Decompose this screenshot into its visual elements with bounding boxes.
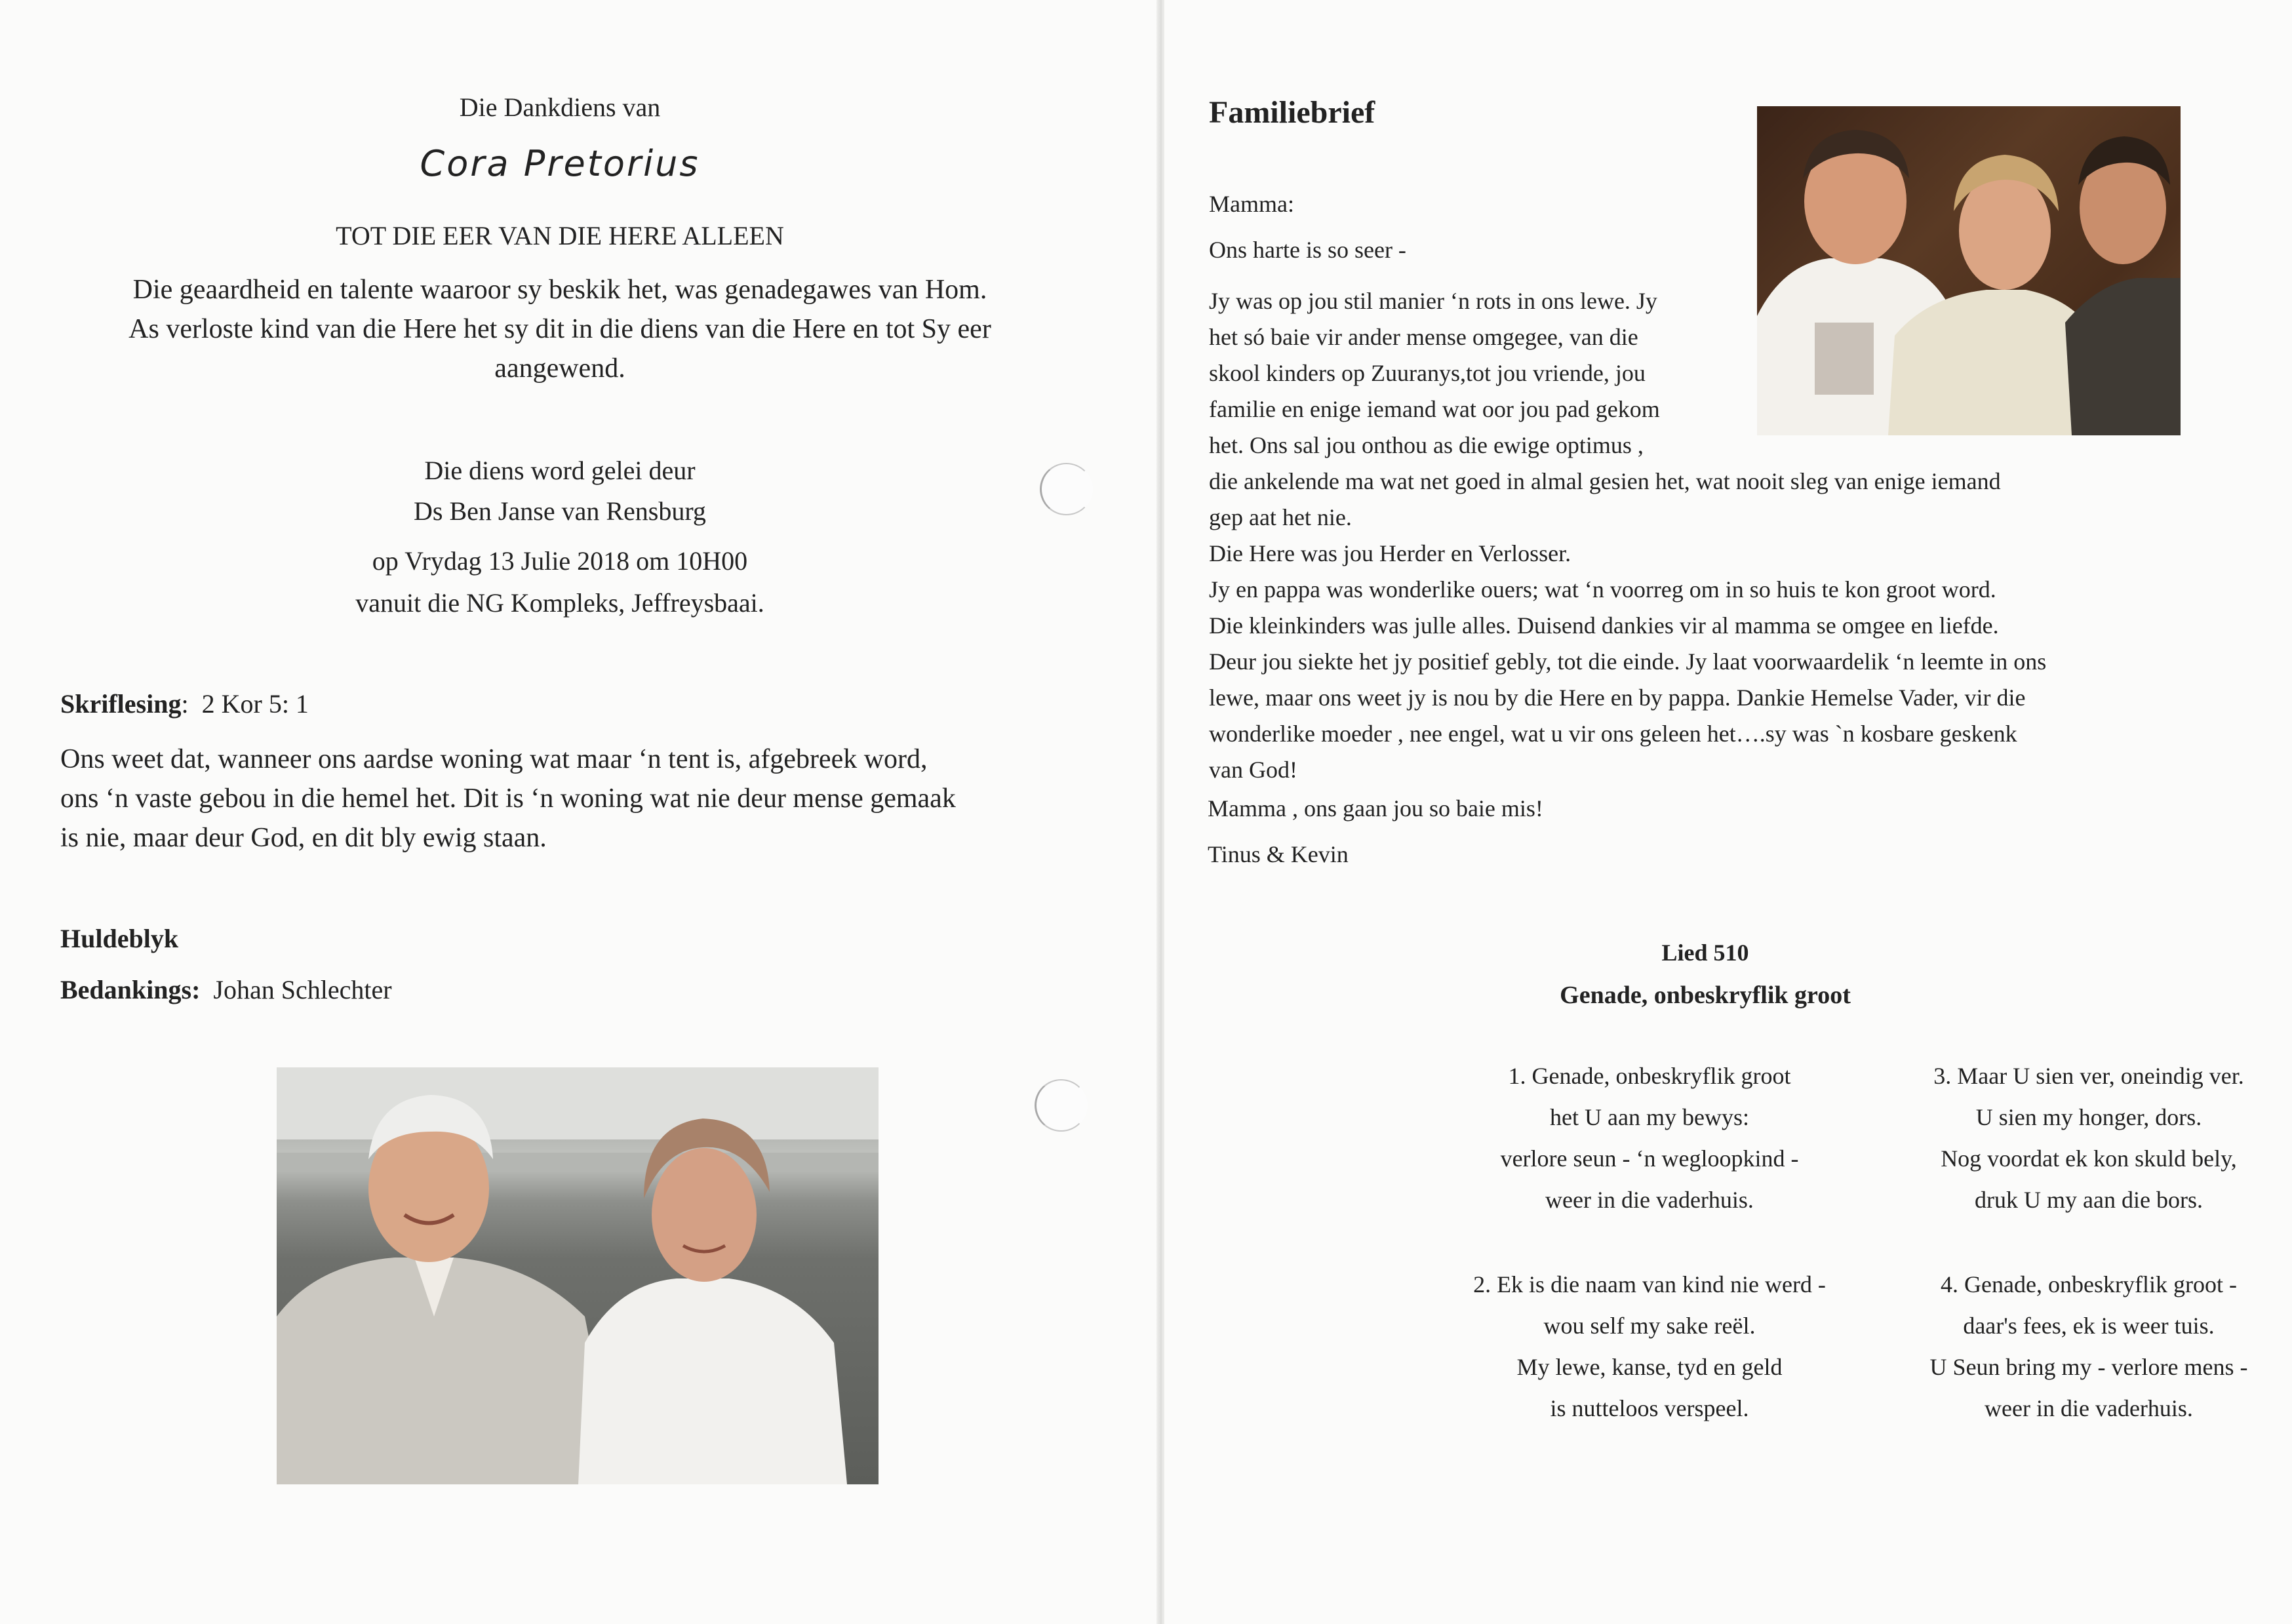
verse-line: 4. Genade, onbeskryflik groot -: [1941, 1271, 2237, 1297]
reading-text-line: Ons weet dat, wanneer ons aardse woning wat maar ‘n tent is, afgebreek word,: [60, 744, 928, 774]
letter-line: Jy was op jou stil manier ‘n rots in ons lewe. Jy: [1209, 288, 1657, 314]
verse-line: 2. Ek is die naam van kind nie werd -: [1473, 1271, 1826, 1297]
verse-line: is nutteloos verspeel.: [1550, 1395, 1749, 1421]
verse-line: Nog voordat ek kon skuld bely,: [1941, 1145, 2237, 1172]
hymn-verse-4: [1899, 1264, 2279, 1429]
verse-line: daar's fees, ek is weer tuis.: [1963, 1313, 2215, 1339]
reading-text: [60, 740, 956, 858]
intro-line: Die geaardheid en talente waaroor sy beskik het, was genadegawes van Hom.: [132, 275, 987, 305]
letter-line: Die Here was jou Herder en Verlosser.: [1209, 540, 1571, 566]
reading-reference: 2 Kor 5: 1: [201, 689, 309, 719]
service-intro: Die Dankdiens van: [459, 92, 661, 122]
thanks-name: Johan Schlechter: [213, 975, 392, 1004]
letter-line: het só baie vir ander mense omgegee, van die: [1209, 324, 1638, 350]
letter-line: wonderlike moeder , nee engel, wat u vir ons geleen het….sy was `n kosbare geskenk: [1209, 721, 2017, 747]
tribute-label: Huldeblyk: [60, 924, 179, 953]
verse-line: U Seun bring my - verlore mens -: [1929, 1354, 2248, 1380]
hymn-verse-2: [1413, 1264, 1886, 1429]
service-venue: vanuit die NG Kompleks, Jeffreysbaai.: [355, 588, 764, 618]
letter-signoff: Tinus & Kevin: [1208, 841, 1349, 867]
letter-line: familie en enige iemand wat oor jou pad gekom: [1209, 396, 1660, 422]
hymn-verse-1: [1413, 1056, 1886, 1221]
letter-opening: Ons harte is so seer -: [1209, 237, 1406, 263]
verse-line: U sien my honger, dors.: [1975, 1104, 2202, 1130]
intro-paragraph: [0, 270, 1120, 388]
letter-closing: Mamma , ons gaan jou so baie mis!: [1208, 795, 1543, 822]
reading-colon: :: [181, 689, 189, 719]
deceased-name: Cora Pretorius: [420, 143, 700, 184]
letter-body: [1209, 283, 2046, 788]
hymn-title: Genade, onbeskryflik groot: [1560, 981, 1851, 1009]
letter-line: Jy en pappa was wonderlike ouers; wat ‘n voorreg om in so huis te kon groot word.: [1209, 576, 1996, 603]
verse-line: weer in die vaderhuis.: [1985, 1395, 2193, 1421]
letter-line: die ankelende ma wat net goed in almal gesien het, wat nooit sleg van enige iemand: [1209, 468, 2001, 494]
reading-text-line: is nie, maar deur God, en dit bly ewig staan.: [60, 823, 547, 853]
verse-line: verlore seun - ‘n wegloopkind -: [1500, 1145, 1799, 1172]
couple-photo-illustration: [277, 1067, 879, 1484]
thanks-label: Bedankings:: [60, 975, 201, 1004]
verse-line: 1. Genade, onbeskryflik groot: [1508, 1063, 1791, 1089]
letter-line: Deur jou siekte het jy positief gebly, tot die einde. Jy laat voorwaardelik ‘n leemte in ons: [1209, 648, 2047, 675]
verse-line: 3. Maar U sien ver, oneindig ver.: [1933, 1063, 2244, 1089]
intro-line: aangewend.: [494, 353, 625, 384]
letter-title: Familiebrief: [1209, 95, 1375, 130]
intro-line: As verloste kind van die Here het sy dit in die diens van die Here en tot Sy eer: [128, 314, 991, 344]
right-page: [1164, 0, 2292, 1624]
led-by-name: Ds Ben Janse van Rensburg: [414, 496, 706, 526]
letter-line: Die kleinkinders was julle alles. Duisend dankies vir al mamma se omgee en liefde.: [1209, 612, 1999, 639]
punch-hole-left-upper: [1040, 463, 1093, 515]
reading-label: Skriflesing: [60, 689, 182, 719]
service-date: op Vrydag 13 Julie 2018 om 10H00: [372, 546, 748, 576]
reading-line: [60, 688, 309, 719]
led-by-label: Die diens word gelei deur: [424, 456, 696, 485]
letter-line: lewe, maar ons weet jy is nou by die Here en by pappa. Dankie Hemelse Vader, vir die: [1209, 684, 2026, 711]
letter-line: gep aat het nie.: [1209, 504, 1352, 530]
thanks-line: [60, 974, 392, 1005]
letter-line: het. Ons sal jou onthou as die ewige optimus ,: [1209, 432, 1644, 458]
punch-hole-left-lower: [1035, 1079, 1088, 1132]
couple-photo: [277, 1067, 879, 1484]
salutation: Mamma:: [1209, 191, 1294, 217]
verse-line: weer in die vaderhuis.: [1545, 1187, 1754, 1213]
verse-line: wou self my sake reël.: [1543, 1313, 1756, 1339]
verse-line: druk U my aan die bors.: [1975, 1187, 2203, 1213]
motto: TOT DIE EER VAN DIE HERE ALLEEN: [336, 221, 784, 250]
hymn-number: Lied 510: [1661, 940, 1749, 966]
verse-line: My lewe, kanse, tyd en geld: [1516, 1354, 1783, 1380]
letter-line: van God!: [1209, 757, 1297, 783]
hymn-verse-3: [1899, 1056, 2279, 1221]
letter-line: skool kinders op Zuuranys,tot jou vriende, jou: [1209, 360, 1646, 386]
verse-line: het U aan my bewys:: [1550, 1104, 1749, 1130]
reading-text-line: ons ‘n vaste gebou in die hemel het. Dit is ‘n woning wat nie deur mense gemaak: [60, 783, 956, 814]
